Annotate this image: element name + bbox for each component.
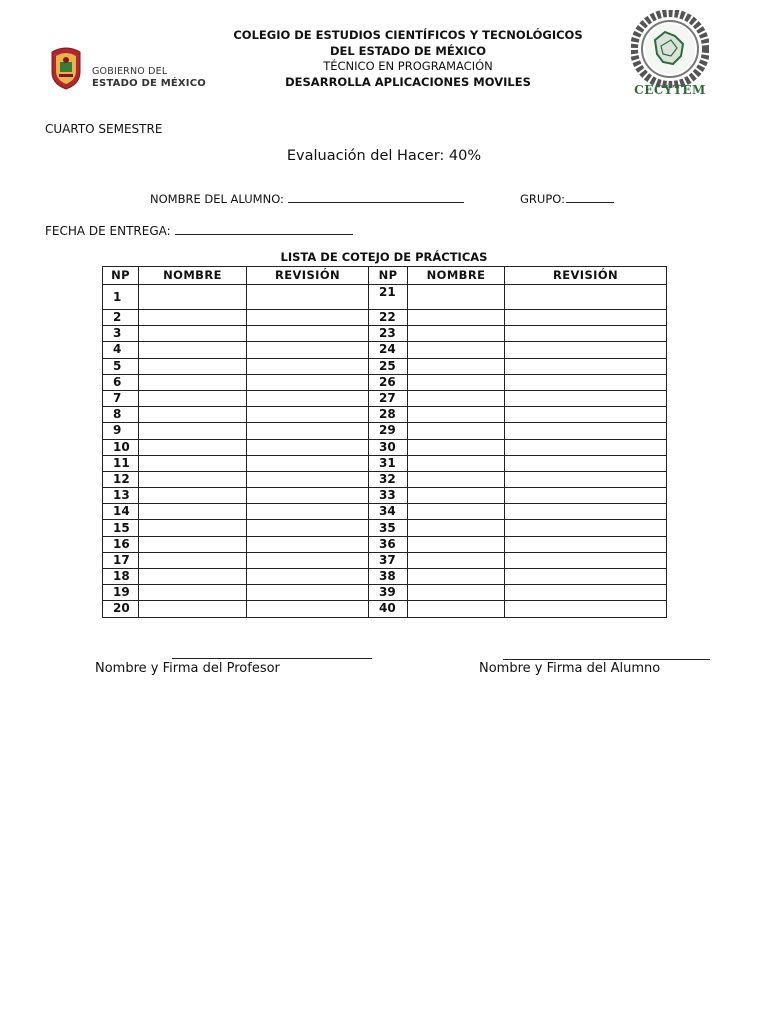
nombre-left-cell[interactable] bbox=[139, 601, 247, 617]
revision-left-cell[interactable] bbox=[247, 471, 369, 487]
revision-left-cell[interactable] bbox=[247, 390, 369, 406]
nombre-right-cell[interactable] bbox=[408, 310, 505, 326]
table-row bbox=[103, 552, 667, 568]
nombre-right-cell[interactable] bbox=[408, 585, 505, 601]
np-right-cell: 37 bbox=[369, 552, 408, 568]
revision-right-cell[interactable] bbox=[505, 285, 667, 310]
header-revision-left: REVISIÓN bbox=[247, 267, 369, 285]
table-row bbox=[103, 423, 667, 439]
np-left-cell: 5 bbox=[103, 358, 139, 374]
np-right-cell: 31 bbox=[369, 455, 408, 471]
nombre-left-cell[interactable] bbox=[139, 455, 247, 471]
evaluation-title: Evaluación del Hacer: 40% bbox=[286, 148, 482, 164]
revision-right-cell[interactable] bbox=[505, 552, 667, 568]
table-row bbox=[103, 374, 667, 390]
nombre-left-cell[interactable] bbox=[139, 552, 247, 568]
revision-left-cell[interactable] bbox=[247, 504, 369, 520]
nombre-right-cell[interactable] bbox=[408, 504, 505, 520]
revision-right-cell[interactable] bbox=[505, 504, 667, 520]
nombre-left-cell[interactable] bbox=[139, 374, 247, 390]
revision-left-cell[interactable] bbox=[247, 585, 369, 601]
cecytem-logo bbox=[627, 10, 713, 100]
revision-left-cell[interactable] bbox=[247, 342, 369, 358]
fecha-label: FECHA DE ENTREGA: bbox=[45, 224, 171, 238]
nombre-left-cell[interactable] bbox=[139, 390, 247, 406]
table-row bbox=[103, 326, 667, 342]
nombre-right-cell[interactable] bbox=[408, 569, 505, 585]
np-right-cell: 32 bbox=[369, 471, 408, 487]
table-row bbox=[103, 488, 667, 504]
table-row bbox=[103, 342, 667, 358]
np-left-cell: 16 bbox=[103, 536, 139, 552]
np-left-cell: 11 bbox=[103, 455, 139, 471]
revision-left-cell[interactable] bbox=[247, 374, 369, 390]
np-left-cell: 13 bbox=[103, 488, 139, 504]
revision-right-cell[interactable] bbox=[505, 326, 667, 342]
alumno-label: NOMBRE DEL ALUMNO: bbox=[150, 192, 284, 206]
np-left-cell: 17 bbox=[103, 552, 139, 568]
nombre-right-cell[interactable] bbox=[408, 536, 505, 552]
np-left-cell: 7 bbox=[103, 390, 139, 406]
nombre-right-cell[interactable] bbox=[408, 285, 505, 310]
alumno-signature-line[interactable] bbox=[503, 659, 710, 660]
np-left-cell: 2 bbox=[103, 310, 139, 326]
revision-right-cell[interactable] bbox=[505, 488, 667, 504]
nombre-right-cell[interactable] bbox=[408, 601, 505, 617]
nombre-left-cell[interactable] bbox=[139, 439, 247, 455]
np-right-cell: 22 bbox=[369, 310, 408, 326]
practicas-table bbox=[102, 266, 667, 618]
np-left-cell: 9 bbox=[103, 423, 139, 439]
np-left-cell: 1 bbox=[103, 285, 139, 310]
np-right-cell: 30 bbox=[369, 439, 408, 455]
nombre-left-cell[interactable] bbox=[139, 520, 247, 536]
np-left-cell: 3 bbox=[103, 326, 139, 342]
header-revision-right: REVISIÓN bbox=[505, 267, 667, 285]
table-row bbox=[103, 536, 667, 552]
nombre-left-cell[interactable] bbox=[139, 569, 247, 585]
np-right-cell: 35 bbox=[369, 520, 408, 536]
np-left-cell: 20 bbox=[103, 601, 139, 617]
np-right-cell: 25 bbox=[369, 358, 408, 374]
table-header-row bbox=[103, 267, 667, 285]
profesor-signature-line[interactable] bbox=[172, 658, 372, 659]
alumno-blank-line[interactable] bbox=[288, 192, 464, 203]
revision-right-cell[interactable] bbox=[505, 569, 667, 585]
table-row bbox=[103, 504, 667, 520]
np-right-cell: 34 bbox=[369, 504, 408, 520]
table-row bbox=[103, 585, 667, 601]
nombre-right-cell[interactable] bbox=[408, 342, 505, 358]
nombre-left-cell[interactable] bbox=[139, 310, 247, 326]
document-header bbox=[200, 28, 616, 90]
grupo-field bbox=[520, 192, 614, 206]
table-row bbox=[103, 455, 667, 471]
np-right-cell: 40 bbox=[369, 601, 408, 617]
np-right-cell: 26 bbox=[369, 374, 408, 390]
np-right-cell: 29 bbox=[369, 423, 408, 439]
nombre-right-cell[interactable] bbox=[408, 407, 505, 423]
np-right-cell: 27 bbox=[369, 390, 408, 406]
table-row bbox=[103, 310, 667, 326]
np-right-cell: 21 bbox=[369, 285, 408, 310]
alumno-signature-label: Nombre y Firma del Alumno bbox=[479, 661, 661, 676]
np-right-cell: 36 bbox=[369, 536, 408, 552]
nombre-right-cell[interactable] bbox=[408, 552, 505, 568]
header-line2: DEL ESTADO DE MÉXICO bbox=[329, 43, 487, 58]
np-right-cell: 38 bbox=[369, 569, 408, 585]
revision-left-cell[interactable] bbox=[247, 407, 369, 423]
revision-right-cell[interactable] bbox=[505, 439, 667, 455]
nombre-right-cell[interactable] bbox=[408, 374, 505, 390]
nombre-right-cell[interactable] bbox=[408, 488, 505, 504]
table-title: LISTA DE COTEJO DE PRÁCTICAS bbox=[280, 250, 488, 264]
table-row bbox=[103, 439, 667, 455]
revision-left-cell[interactable] bbox=[247, 439, 369, 455]
nombre-left-cell[interactable] bbox=[139, 326, 247, 342]
revision-left-cell[interactable] bbox=[247, 488, 369, 504]
table-row bbox=[103, 358, 667, 374]
revision-right-cell[interactable] bbox=[505, 358, 667, 374]
nombre-left-cell[interactable] bbox=[139, 471, 247, 487]
np-right-cell: 39 bbox=[369, 585, 408, 601]
revision-right-cell[interactable] bbox=[505, 407, 667, 423]
profesor-signature-label: Nombre y Firma del Profesor bbox=[95, 661, 280, 676]
revision-left-cell[interactable] bbox=[247, 536, 369, 552]
np-left-cell: 15 bbox=[103, 520, 139, 536]
table-row bbox=[103, 601, 667, 617]
np-left-cell: 8 bbox=[103, 407, 139, 423]
np-left-cell: 10 bbox=[103, 439, 139, 455]
np-left-cell: 18 bbox=[103, 569, 139, 585]
nombre-right-cell[interactable] bbox=[408, 358, 505, 374]
np-left-cell: 6 bbox=[103, 374, 139, 390]
semestre-label: CUARTO SEMESTRE bbox=[45, 122, 163, 136]
nombre-right-cell[interactable] bbox=[408, 439, 505, 455]
nombre-right-cell[interactable] bbox=[408, 520, 505, 536]
gobierno-line1: GOBIERNO DEL bbox=[92, 66, 168, 77]
gobierno-line2: ESTADO DE MÉXICO bbox=[92, 78, 206, 89]
revision-left-cell[interactable] bbox=[247, 569, 369, 585]
table-row bbox=[103, 520, 667, 536]
table-row bbox=[103, 569, 667, 585]
nombre-right-cell[interactable] bbox=[408, 455, 505, 471]
revision-right-cell[interactable] bbox=[505, 536, 667, 552]
revision-right-cell[interactable] bbox=[505, 585, 667, 601]
coat-of-arms-icon bbox=[48, 44, 84, 90]
np-left-cell: 14 bbox=[103, 504, 139, 520]
nombre-left-cell[interactable] bbox=[139, 285, 247, 310]
np-left-cell: 19 bbox=[103, 585, 139, 601]
revision-left-cell[interactable] bbox=[247, 326, 369, 342]
gobierno-logo bbox=[46, 42, 206, 92]
revision-left-cell[interactable] bbox=[247, 601, 369, 617]
revision-left-cell[interactable] bbox=[247, 285, 369, 310]
np-right-cell: 33 bbox=[369, 488, 408, 504]
nombre-left-cell[interactable] bbox=[139, 585, 247, 601]
table-row bbox=[103, 390, 667, 406]
revision-right-cell[interactable] bbox=[505, 455, 667, 471]
revision-left-cell[interactable] bbox=[247, 423, 369, 439]
header-np-left: NP bbox=[103, 267, 139, 285]
revision-left-cell[interactable] bbox=[247, 455, 369, 471]
cecytem-seal-icon bbox=[631, 10, 709, 88]
revision-right-cell[interactable] bbox=[505, 390, 667, 406]
np-left-cell: 4 bbox=[103, 342, 139, 358]
fecha-blank-line[interactable] bbox=[175, 224, 353, 235]
revision-right-cell[interactable] bbox=[505, 471, 667, 487]
revision-left-cell[interactable] bbox=[247, 520, 369, 536]
np-right-cell: 23 bbox=[369, 326, 408, 342]
revision-left-cell[interactable] bbox=[247, 552, 369, 568]
nombre-left-cell[interactable] bbox=[139, 407, 247, 423]
np-right-cell: 28 bbox=[369, 407, 408, 423]
revision-right-cell[interactable] bbox=[505, 601, 667, 617]
nombre-left-cell[interactable] bbox=[139, 423, 247, 439]
np-left-cell: 12 bbox=[103, 471, 139, 487]
nombre-right-cell[interactable] bbox=[408, 423, 505, 439]
nombre-left-cell[interactable] bbox=[139, 358, 247, 374]
revision-left-cell[interactable] bbox=[247, 310, 369, 326]
nombre-left-cell[interactable] bbox=[139, 536, 247, 552]
grupo-label: GRUPO: bbox=[520, 192, 565, 206]
nombre-right-cell[interactable] bbox=[408, 471, 505, 487]
revision-right-cell[interactable] bbox=[505, 520, 667, 536]
grupo-blank-line[interactable] bbox=[566, 192, 614, 203]
header-np-right: NP bbox=[369, 267, 408, 285]
header-line1: COLEGIO DE ESTUDIOS CIENTÍFICOS Y TECNOLÓGICOS bbox=[233, 28, 583, 42]
header-line3: TÉCNICO EN PROGRAMACIÓN bbox=[323, 59, 493, 73]
table-row bbox=[103, 407, 667, 423]
nombre-left-cell[interactable] bbox=[139, 488, 247, 504]
header-nombre-left: NOMBRE bbox=[139, 267, 247, 285]
revision-right-cell[interactable] bbox=[505, 342, 667, 358]
nombre-left-cell[interactable] bbox=[139, 342, 247, 358]
revision-left-cell[interactable] bbox=[247, 358, 369, 374]
cecytem-wordmark: CECYTEM bbox=[634, 83, 706, 97]
revision-right-cell[interactable] bbox=[505, 423, 667, 439]
table-row bbox=[103, 285, 667, 310]
table-row bbox=[103, 471, 667, 487]
fecha-field bbox=[45, 224, 353, 238]
nombre-right-cell[interactable] bbox=[408, 390, 505, 406]
np-right-cell: 24 bbox=[369, 342, 408, 358]
nombre-left-cell[interactable] bbox=[139, 504, 247, 520]
nombre-right-cell[interactable] bbox=[408, 326, 505, 342]
header-nombre-right: NOMBRE bbox=[408, 267, 505, 285]
alumno-field bbox=[150, 192, 464, 206]
header-line4: DESARROLLA APLICACIONES MOVILES bbox=[285, 74, 531, 89]
revision-right-cell[interactable] bbox=[505, 310, 667, 326]
revision-right-cell[interactable] bbox=[505, 374, 667, 390]
